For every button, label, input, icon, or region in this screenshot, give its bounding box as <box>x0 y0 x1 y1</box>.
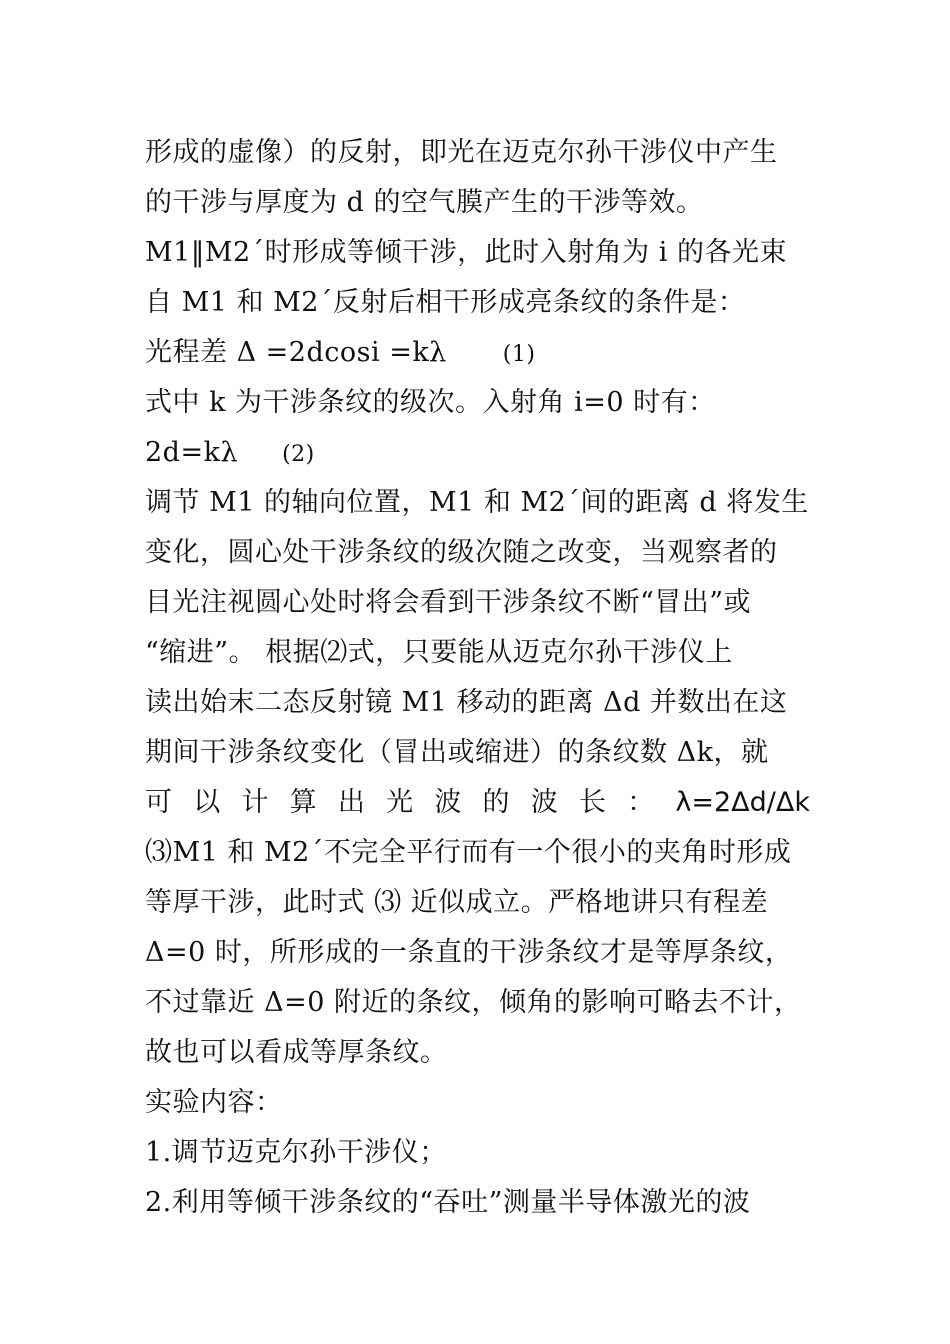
text-line-6: 式中 k 为干涉条纹的级次。入射角 i=0 时有： <box>145 387 716 418</box>
list-item-2: 2.利用等倾干涉条纹的“吞吐”测量半导体激光的波 <box>145 1187 751 1218</box>
text-line-15: ⑶M1 和 M2´不完全平行而有一个很小的夹角时形成 <box>145 837 792 868</box>
text-line-19: 故也可以看成等厚条纹。 <box>145 1037 448 1068</box>
text-line-2: 的干涉与厚度为 d 的空气膜产生的干涉等效。 <box>145 187 704 218</box>
spread-char: 光 <box>386 787 414 818</box>
equation-1: 光程差 Δ =2dcosi =kλ <box>145 337 447 368</box>
section-heading: 实验内容： <box>145 1087 283 1118</box>
text-line-3: M1‖M2´时形成等倾干涉，此时入射角为 i 的各光束 <box>145 237 787 268</box>
text-line-12: 读出始末二态反射镜 M1 移动的距离 Δd 并数出在这 <box>145 687 788 718</box>
text-line-18: 不过靠近 Δ=0 附近的条纹，倾角的影响可略去不计， <box>145 987 802 1018</box>
spread-char: 波 <box>530 787 559 818</box>
text-line-10: 目光注视圆心处时将会看到干涉条纹不断“冒出”或 <box>145 587 752 618</box>
spread-char: 算 <box>289 787 318 818</box>
spread-char: 波 <box>434 787 462 818</box>
spread-char: 计 <box>241 787 269 818</box>
text-line-11: “缩进”。 根据⑵式，只要能从迈克尔孙干涉仪上 <box>145 637 733 668</box>
equation-2: 2d=kλ <box>145 437 239 468</box>
equation-1-line <box>145 336 810 372</box>
text-line-4: 自 M1 和 M2´反射后相干形成亮条纹的条件是： <box>145 287 746 318</box>
equation-2-line <box>145 436 810 472</box>
spread-char: 长 <box>578 787 607 818</box>
text-line-8: 调节 M1 的轴向位置，M1 和 M2´间的距离 d 将发生 <box>145 487 809 518</box>
equation-2-number: (2) <box>282 442 315 467</box>
spread-char: 出 <box>337 787 366 818</box>
text-line-17: Δ=0 时，所形成的一条直的干涉条纹才是等厚条纹， <box>145 937 793 968</box>
spread-char: 以 <box>193 787 221 818</box>
list-item-1: 1.调节迈克尔孙干涉仪； <box>145 1137 447 1168</box>
wavelength-formula-line <box>145 786 810 820</box>
spread-char: 可 <box>145 787 173 818</box>
text-line-9: 变化，圆心处干涉条纹的级次随之改变，当观察者的 <box>145 537 778 568</box>
spread-char: ： <box>627 787 655 818</box>
equation-1-number: (1) <box>502 342 536 367</box>
text-line-1: 形成的虚像）的反射，即光在迈克尔孙干涉仪中产生 <box>145 137 778 168</box>
wavelength-formula: λ=2Δd/Δk <box>675 787 810 818</box>
spread-char: 的 <box>482 787 511 818</box>
text-line-16: 等厚干涉，此时式 ⑶ 近似成立。严格地讲只有程差 <box>145 887 769 918</box>
text-line-13: 期间干涉条纹变化（冒出或缩进）的条纹数 Δk，就 <box>145 737 769 768</box>
